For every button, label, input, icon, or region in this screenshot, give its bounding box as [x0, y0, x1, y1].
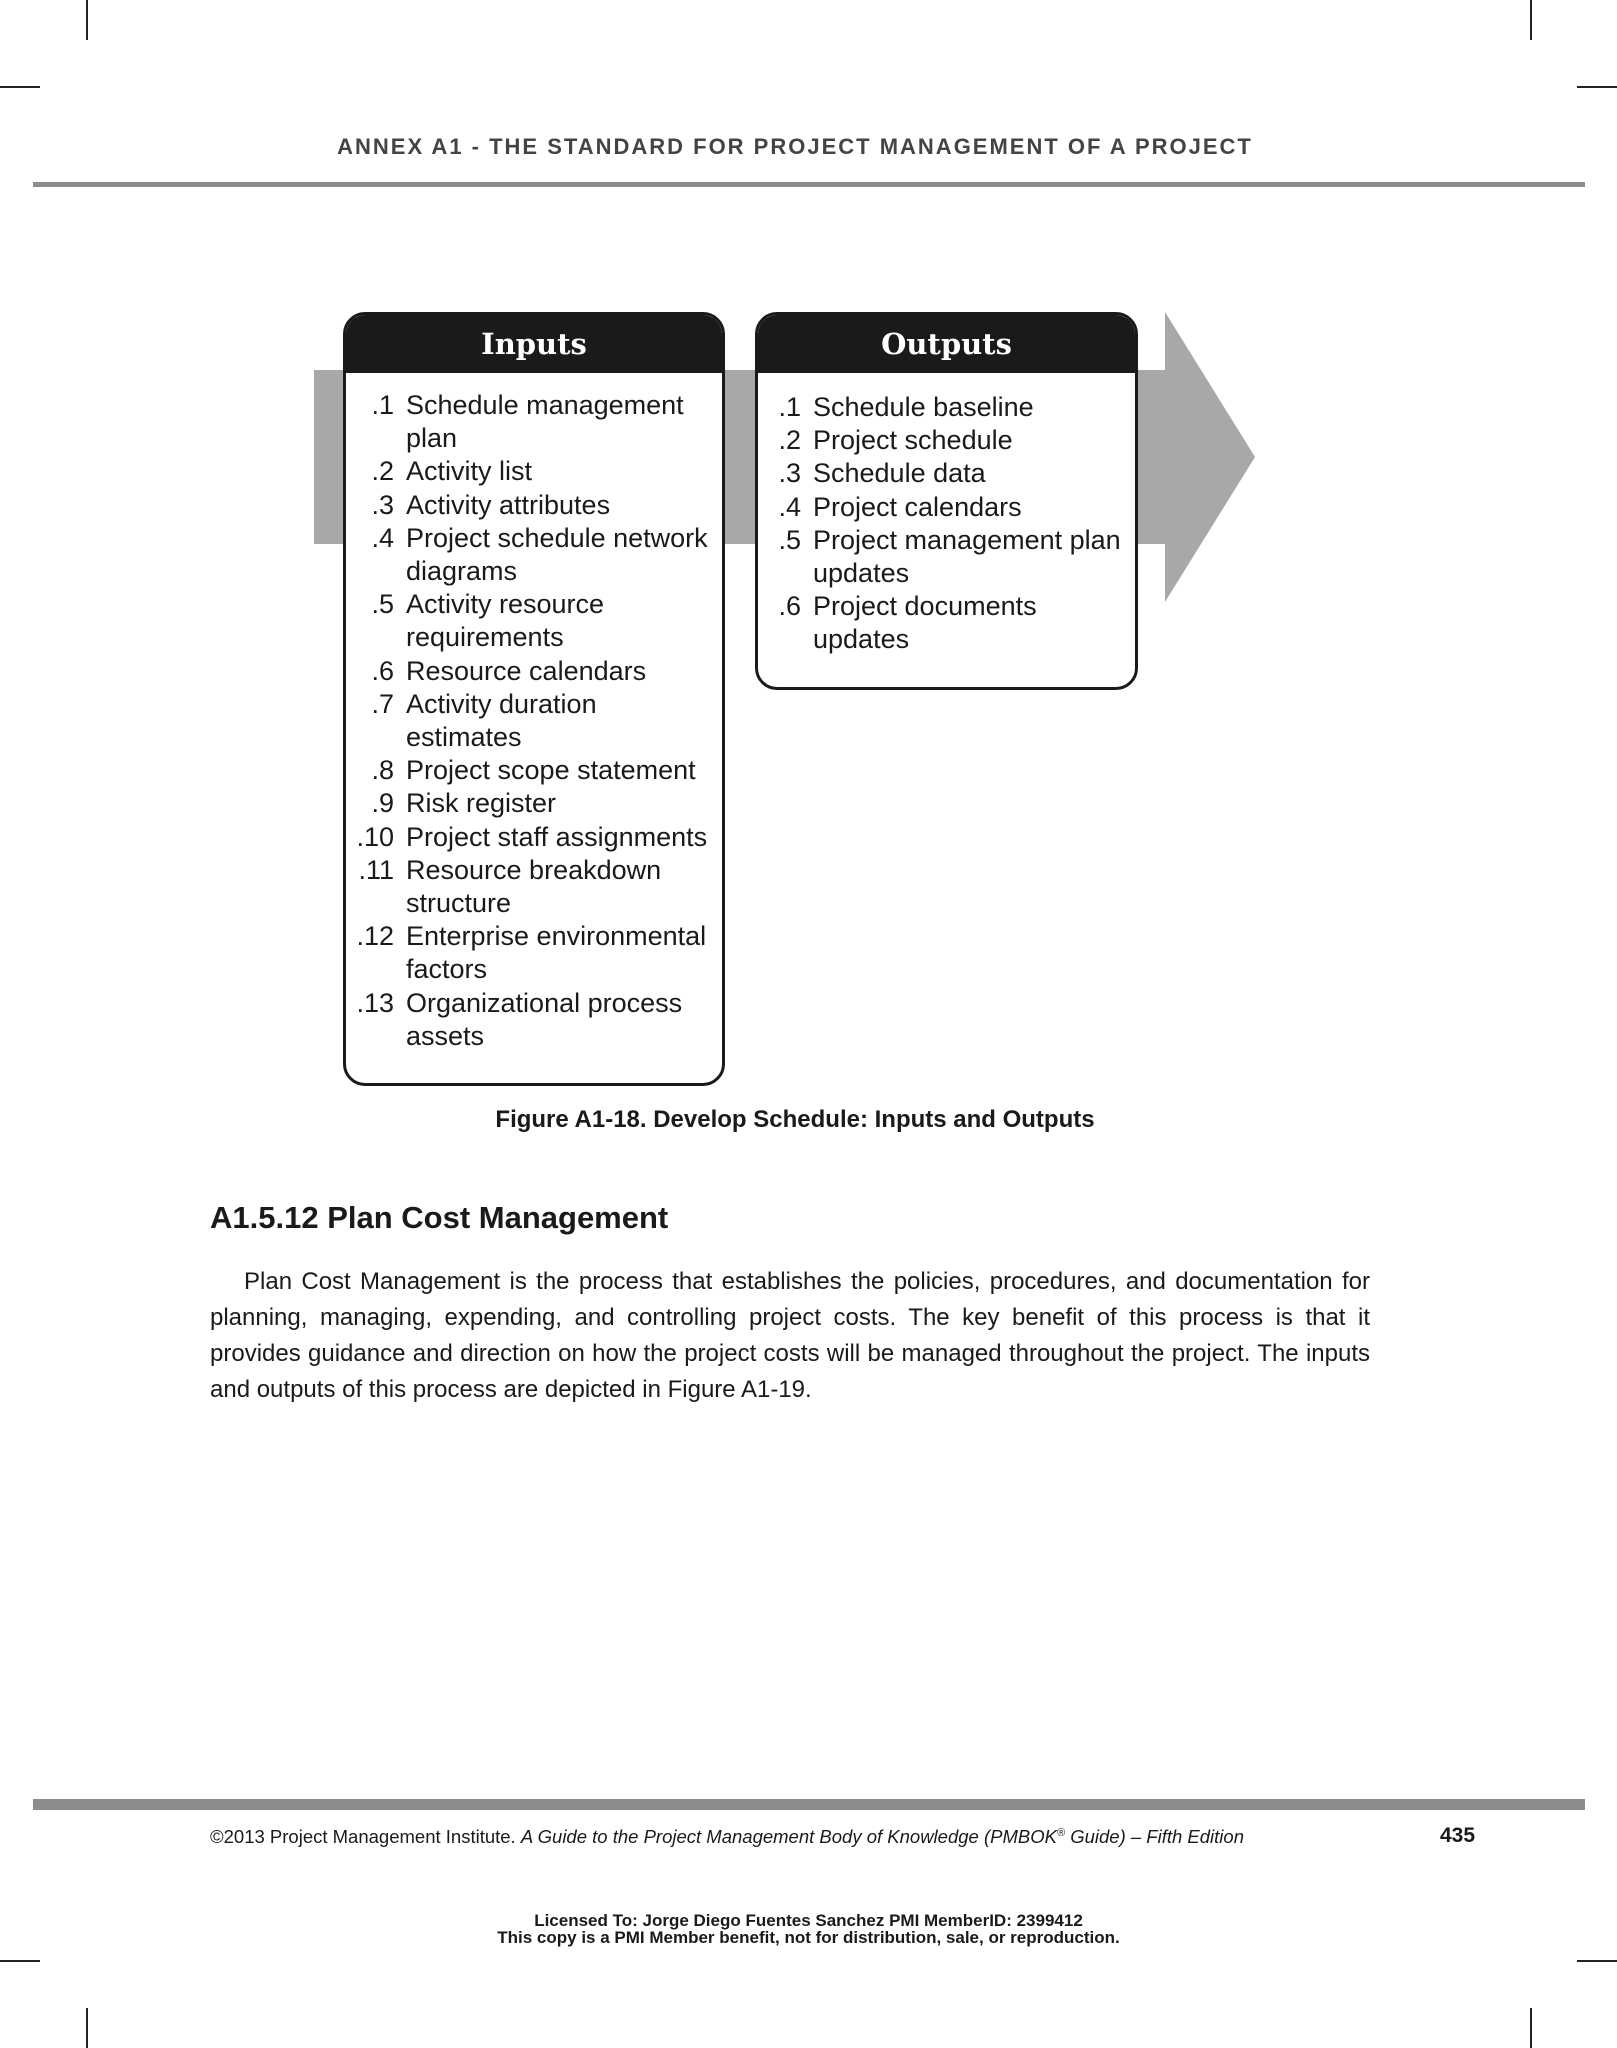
item-number: .9 — [371, 788, 394, 819]
figure-caption: Figure A1-18. Develop Schedule: Inputs and Outputs — [495, 1106, 1095, 1133]
item-text: Enterprise environmental factors — [406, 921, 707, 985]
item-text: Project schedule — [813, 425, 1013, 456]
list-item — [758, 424, 1135, 457]
list-item — [758, 590, 1135, 656]
crop-mark — [1577, 1960, 1617, 1962]
footer-citation — [210, 1826, 1244, 1848]
item-text: Project documents updates — [813, 591, 1037, 655]
outputs-title: Outputs — [758, 315, 1135, 373]
list-item — [758, 524, 1135, 590]
list-item — [346, 821, 722, 854]
item-number: .12 — [356, 921, 394, 952]
crop-mark — [86, 0, 88, 40]
item-number: .10 — [356, 821, 394, 852]
item-text: Project management plan updates — [813, 524, 1121, 589]
item-number: .7 — [371, 688, 394, 719]
item-text: Project schedule network diagrams — [406, 522, 708, 587]
item-number: .2 — [778, 425, 801, 456]
inputs-title: Inputs — [346, 315, 722, 373]
item-text: Activity list — [406, 456, 533, 487]
list-item — [758, 457, 1135, 490]
list-item — [346, 489, 722, 522]
list-item — [346, 854, 722, 920]
flow-arrow — [1130, 312, 1258, 602]
outputs-box — [755, 312, 1138, 690]
item-number: .1 — [371, 390, 394, 420]
page-number: 435 — [1440, 1824, 1476, 1847]
item-number: .5 — [371, 589, 394, 620]
list-item — [346, 987, 722, 1053]
flow-arrow-head — [1165, 312, 1255, 602]
list-item — [346, 455, 722, 488]
item-text: Risk register — [406, 788, 557, 819]
list-item — [346, 588, 722, 654]
footer-copyright: ©2013 Project Management Institute. — [210, 1826, 516, 1847]
item-text: Activity attributes — [406, 489, 611, 520]
list-item — [346, 522, 722, 588]
item-text: Activity resource requirements — [406, 589, 605, 653]
outputs-list — [758, 373, 1135, 657]
item-number: .5 — [778, 524, 801, 555]
item-number: .1 — [778, 392, 801, 422]
flow-band-middle — [722, 370, 758, 544]
item-number: .13 — [356, 987, 394, 1018]
list-item — [346, 389, 722, 455]
item-text: Project staff assignments — [406, 821, 708, 852]
item-number: .6 — [371, 655, 394, 686]
crop-mark — [0, 86, 40, 88]
body-paragraph: Plan Cost Management is the process that establishes the policies, procedures, and documentation for planning, managing, expending, and controlling project costs. The key benefit of this process is that it provides guidance and direction on how the project costs will be managed throughout the project. The inputs and outputs of this process are depicted in Figure A1-19. — [210, 1268, 1370, 1403]
item-text: Project scope statement — [406, 755, 696, 786]
license-line: This copy is a PMI Member benefit, not for distribution, sale, or reproduction. — [497, 1928, 1120, 1947]
item-text: Schedule management plan — [406, 390, 684, 454]
crop-mark — [1577, 86, 1617, 88]
inputs-list — [346, 373, 722, 1053]
list-item — [346, 688, 722, 754]
header-rule — [33, 182, 1585, 187]
crop-mark — [86, 2008, 88, 2048]
item-number: .4 — [778, 491, 801, 522]
footer-rule — [33, 1799, 1585, 1810]
running-head: ANNEX A1 - THE STANDARD FOR PROJECT MANAGEMENT OF A PROJECT — [337, 134, 1253, 159]
item-number: .2 — [371, 456, 394, 487]
license-notice — [0, 1912, 1617, 1946]
crop-mark — [0, 1960, 40, 1962]
item-text: Organizational process assets — [406, 987, 683, 1051]
list-item — [346, 655, 722, 688]
item-text: Schedule data — [813, 458, 986, 489]
list-item — [346, 754, 722, 787]
list-item — [346, 920, 722, 986]
inputs-box — [343, 312, 725, 1086]
item-number: .4 — [371, 522, 394, 553]
list-item — [346, 787, 722, 820]
item-text: Project calendars — [813, 491, 1022, 522]
flow-band-left — [314, 370, 346, 544]
item-text: Resource calendars — [406, 655, 647, 686]
item-number: .8 — [371, 755, 394, 786]
item-number: .6 — [778, 591, 801, 622]
list-item — [758, 391, 1135, 424]
footer-book-title: A Guide to the Project Management Body of Knowledge (PMBOK® Guide) – Fifth Edition — [520, 1826, 1244, 1847]
item-number: .11 — [358, 854, 394, 885]
item-text: Activity duration estimates — [406, 688, 597, 753]
license-line: Licensed To: Jorge Diego Fuentes Sanchez PMI MemberID: 2399412 — [534, 1911, 1083, 1930]
registered-mark: ® — [1056, 1826, 1066, 1839]
item-number: .3 — [778, 458, 801, 489]
item-number: .3 — [371, 489, 394, 520]
item-text: Resource breakdown structure — [406, 854, 662, 919]
crop-mark — [1530, 2008, 1532, 2048]
section-title: A1.5.12 Plan Cost Management — [210, 1200, 669, 1235]
item-text: Schedule baseline — [813, 392, 1034, 422]
crop-mark — [1530, 0, 1532, 40]
list-item — [758, 491, 1135, 524]
